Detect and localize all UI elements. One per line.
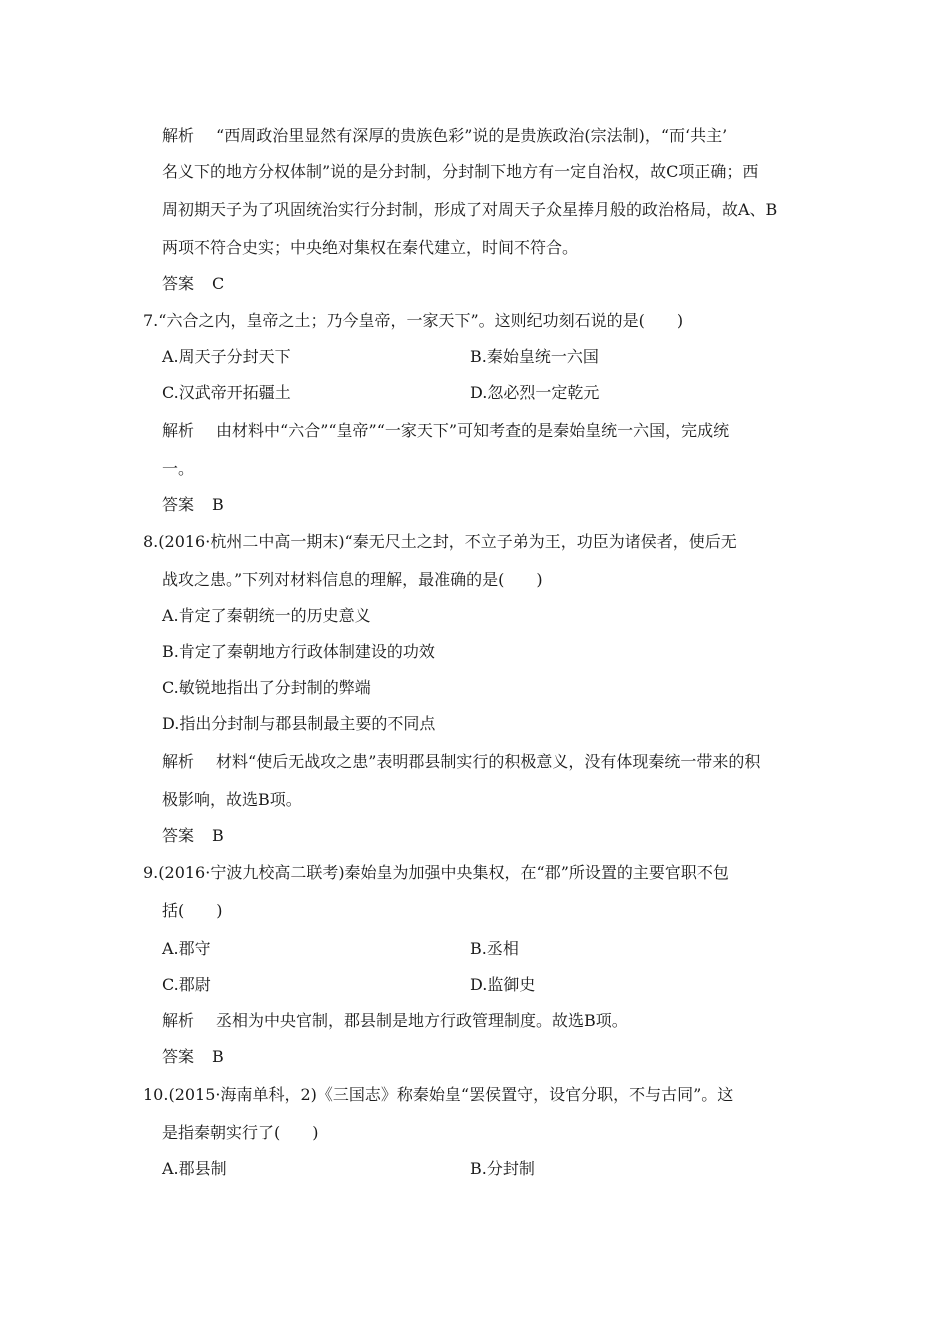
analysis-label: 解析 <box>162 752 195 771</box>
q8-stem-line-1: 8.(2016·杭州二中高一期末)“秦无尺土之封，不立子弟为王，功臣为诸侯者，使后无 <box>143 532 737 551</box>
q7-option-b: B.秦始皇统一六国 <box>470 347 599 366</box>
q6-analysis-line-4: 两项不符合史实；中央绝对集权在秦代建立，时间不符合。 <box>162 238 579 257</box>
q9-stem-line-2: 括( ) <box>162 901 223 920</box>
q8-option-b: B.肯定了秦朝地方行政体制建设的功效 <box>162 642 435 661</box>
q6-analysis-line-3: 周初期天子为了巩固统治实行分封制，形成了对周天子众星捧月般的政治格局，故A、B <box>162 200 778 219</box>
answer-value: C <box>212 274 225 293</box>
q7-stem: 7.“六合之内，皇帝之土；乃今皇帝，一家天下”。这则纪功刻石说的是( ) <box>143 311 684 330</box>
answer-label: 答案 <box>162 1047 195 1066</box>
q8-analysis-line-1: 解析 材料“使后无战攻之患”表明郡县制实行的积极意义，没有体现秦统一带来的积 <box>162 752 761 771</box>
q9-option-b: B.丞相 <box>470 939 519 958</box>
q9-answer <box>162 1047 224 1067</box>
q10-stem-line-2: 是指秦朝实行了( ) <box>162 1123 319 1142</box>
q8-option-c: C.敏锐地指出了分封制的弊端 <box>162 678 371 697</box>
answer-value: B <box>212 1047 224 1066</box>
q6-answer <box>162 274 224 294</box>
q7-answer <box>162 495 224 515</box>
q10-option-b: B.分封制 <box>470 1159 535 1178</box>
q6-analysis-line-1: 解析 “西周政治里显然有深厚的贵族色彩”说的是贵族政治(宗法制)，“而‘共主’ <box>162 126 728 145</box>
q10-stem-line-1: 10.(2015·海南单科，2)《三国志》称秦始皇“罢侯置守，设官分职，不与古同”。这 <box>143 1085 734 1104</box>
analysis-label: 解析 <box>162 1011 195 1030</box>
analysis-label: 解析 <box>162 421 195 440</box>
q7-analysis-line-1: 解析 由材料中“六合”“皇帝”“一家天下”可知考查的是秦始皇统一六国，完成统 <box>162 421 730 440</box>
q8-analysis-line-2: 极影响，故选B项。 <box>162 790 302 809</box>
q9-analysis-line-1: 解析 丞相为中央官制，郡县制是地方行政管理制度。故选B项。 <box>162 1011 628 1030</box>
q7-option-c: C.汉武帝开拓疆土 <box>162 383 291 402</box>
q7-option-a: A.周天子分封天下 <box>162 347 291 366</box>
q9-stem-line-1: 9.(2016·宁波九校高二联考)秦始皇为加强中央集权，在“郡”所设置的主要官职不包 <box>143 863 729 882</box>
answer-label: 答案 <box>162 826 195 845</box>
answer-label: 答案 <box>162 274 195 293</box>
answer-label: 答案 <box>162 495 195 514</box>
q9-option-d: D.监御史 <box>470 975 536 994</box>
q8-stem-line-2: 战攻之患。”下列对材料信息的理解，最准确的是( ) <box>162 570 543 589</box>
q9-option-c: C.郡尉 <box>162 975 211 994</box>
answer-value: B <box>212 495 224 514</box>
analysis-label: 解析 <box>162 126 195 145</box>
q10-option-a: A.郡县制 <box>162 1159 227 1178</box>
q8-option-d: D.指出分封制与郡县制最主要的不同点 <box>162 714 436 733</box>
q8-option-a: A.肯定了秦朝统一的历史意义 <box>162 606 371 625</box>
q7-analysis-line-2: 一。 <box>162 459 195 478</box>
q6-analysis-line-2: 名义下的地方分权体制”说的是分封制，分封制下地方有一定自治权，故C项正确；西 <box>162 162 759 181</box>
answer-value: B <box>212 826 224 845</box>
q9-option-a: A.郡守 <box>162 939 211 958</box>
q8-answer <box>162 826 224 846</box>
q7-option-d: D.忽必烈一定乾元 <box>470 383 600 402</box>
